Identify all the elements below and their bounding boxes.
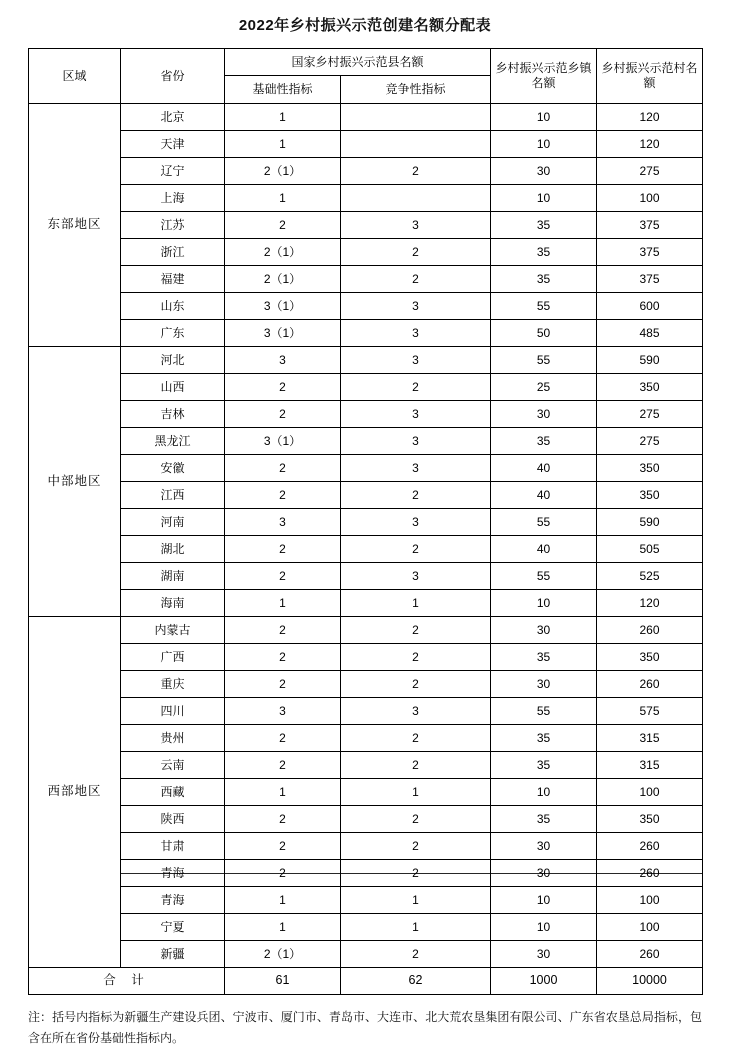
province-cell: 北京 — [121, 104, 225, 131]
village-quota-cell: 100 — [597, 914, 703, 941]
province-cell: 河北 — [121, 347, 225, 374]
competitive-index-cell: 2 — [341, 239, 491, 266]
region-cell-central: 中部地区 — [29, 347, 121, 617]
total-town-quota: 1000 — [491, 968, 597, 995]
table-row-struck — [29, 860, 703, 887]
competitive-index-cell: 3 — [341, 320, 491, 347]
town-quota-cell: 35 — [491, 752, 597, 779]
table-row — [29, 482, 703, 509]
table-row — [29, 239, 703, 266]
base-index-cell: 2 — [225, 482, 341, 509]
table-row — [29, 806, 703, 833]
base-index-cell: 2（1） — [225, 266, 341, 293]
province-cell: 西藏 — [121, 779, 225, 806]
village-quota-cell: 120 — [597, 590, 703, 617]
province-cell: 青海 — [121, 887, 225, 914]
town-quota-cell: 35 — [491, 725, 597, 752]
province-cell: 江苏 — [121, 212, 225, 239]
village-quota-cell: 120 — [597, 131, 703, 158]
base-index-cell: 3（1） — [225, 320, 341, 347]
town-quota-cell: 10 — [491, 590, 597, 617]
province-cell: 江西 — [121, 482, 225, 509]
town-quota-cell: 30 — [491, 833, 597, 860]
town-quota-cell: 30 — [491, 941, 597, 968]
base-index-cell: 3（1） — [225, 293, 341, 320]
town-quota-cell: 35 — [491, 266, 597, 293]
table-row — [29, 536, 703, 563]
table-header — [29, 49, 703, 104]
col-header-province: 省份 — [121, 49, 225, 104]
competitive-index-cell: 3 — [341, 698, 491, 725]
table-row — [29, 158, 703, 185]
base-index-cell: 2 — [225, 752, 341, 779]
province-cell: 河南 — [121, 509, 225, 536]
competitive-index-cell: 3 — [341, 401, 491, 428]
competitive-index-cell: 2 — [341, 536, 491, 563]
town-quota-cell: 10 — [491, 104, 597, 131]
village-quota-cell: 100 — [597, 887, 703, 914]
town-quota-cell: 10 — [491, 185, 597, 212]
town-quota-cell: 55 — [491, 563, 597, 590]
province-cell: 云南 — [121, 752, 225, 779]
village-quota-cell: 350 — [597, 482, 703, 509]
competitive-index-cell: 3 — [341, 212, 491, 239]
town-quota-cell: 30 — [491, 401, 597, 428]
base-index-cell: 2 — [225, 563, 341, 590]
province-cell: 天津 — [121, 131, 225, 158]
table-row — [29, 320, 703, 347]
base-index-cell: 1 — [225, 779, 341, 806]
province-cell: 贵州 — [121, 725, 225, 752]
province-cell: 上海 — [121, 185, 225, 212]
province-cell: 湖北 — [121, 536, 225, 563]
town-quota-cell: 35 — [491, 806, 597, 833]
competitive-index-cell: 2 — [341, 671, 491, 698]
col-header-village: 乡村振兴示范村名额 — [597, 49, 703, 104]
table-row — [29, 617, 703, 644]
col-header-county-group: 国家乡村振兴示范县名额 — [225, 49, 491, 76]
competitive-index-cell: 2 — [341, 833, 491, 860]
total-row — [29, 968, 703, 995]
province-cell: 海南 — [121, 590, 225, 617]
province-cell: 新疆 — [121, 941, 225, 968]
base-index-cell: 1 — [225, 590, 341, 617]
competitive-index-cell: 1 — [341, 779, 491, 806]
base-index-cell: 2 — [225, 860, 341, 887]
table-row — [29, 428, 703, 455]
table-row — [29, 779, 703, 806]
town-quota-cell: 30 — [491, 617, 597, 644]
province-cell: 青海 — [121, 860, 225, 887]
province-cell: 宁夏 — [121, 914, 225, 941]
province-cell: 甘肃 — [121, 833, 225, 860]
base-index-cell: 3 — [225, 698, 341, 725]
total-base-index: 61 — [225, 968, 341, 995]
table-row — [29, 104, 703, 131]
province-cell: 山西 — [121, 374, 225, 401]
base-index-cell: 3 — [225, 509, 341, 536]
village-quota-cell: 505 — [597, 536, 703, 563]
base-index-cell: 2 — [225, 644, 341, 671]
village-quota-cell: 600 — [597, 293, 703, 320]
village-quota-cell: 260 — [597, 833, 703, 860]
table-row — [29, 374, 703, 401]
table-note: 注：括号内指标为新疆生产建设兵团、宁波市、厦门市、青岛市、大连市、北大荒农垦集团有限公司、广东省农垦总局指标，包含在所在省份基础性指标内。 — [28, 1010, 702, 1045]
total-label: 合 计 — [29, 968, 225, 995]
competitive-index-cell: 3 — [341, 293, 491, 320]
competitive-index-cell: 3 — [341, 428, 491, 455]
base-index-cell: 1 — [225, 104, 341, 131]
village-quota-cell: 350 — [597, 455, 703, 482]
town-quota-cell: 40 — [491, 482, 597, 509]
competitive-index-cell: 2 — [341, 725, 491, 752]
competitive-index-cell: 2 — [341, 752, 491, 779]
town-quota-cell: 10 — [491, 914, 597, 941]
town-quota-cell: 30 — [491, 860, 597, 887]
village-quota-cell: 525 — [597, 563, 703, 590]
base-index-cell: 2 — [225, 212, 341, 239]
village-quota-cell: 350 — [597, 374, 703, 401]
village-quota-cell: 100 — [597, 779, 703, 806]
col-header-base-index: 基础性指标 — [225, 76, 341, 104]
page-title: 2022年乡村振兴示范创建名额分配表 — [238, 17, 492, 34]
table-row — [29, 914, 703, 941]
competitive-index-cell: 2 — [341, 617, 491, 644]
town-quota-cell: 35 — [491, 428, 597, 455]
province-cell: 重庆 — [121, 671, 225, 698]
base-index-cell: 2 — [225, 617, 341, 644]
competitive-index-cell: 2 — [341, 644, 491, 671]
town-quota-cell: 50 — [491, 320, 597, 347]
village-quota-cell: 375 — [597, 239, 703, 266]
province-cell: 吉林 — [121, 401, 225, 428]
village-quota-cell: 260 — [597, 671, 703, 698]
base-index-cell: 2（1） — [225, 239, 341, 266]
province-cell: 湖南 — [121, 563, 225, 590]
table-row — [29, 347, 703, 374]
town-quota-cell: 40 — [491, 455, 597, 482]
village-quota-cell: 350 — [597, 644, 703, 671]
competitive-index-cell: 2 — [341, 266, 491, 293]
province-cell: 广东 — [121, 320, 225, 347]
table-row — [29, 941, 703, 968]
competitive-index-cell: 2 — [341, 860, 491, 887]
competitive-index-cell: 3 — [341, 563, 491, 590]
town-quota-cell: 10 — [491, 779, 597, 806]
competitive-index-cell: 2 — [341, 806, 491, 833]
town-quota-cell: 30 — [491, 158, 597, 185]
base-index-cell: 2 — [225, 536, 341, 563]
province-cell: 浙江 — [121, 239, 225, 266]
header-row-top — [29, 49, 703, 76]
base-index-cell: 2 — [225, 455, 341, 482]
base-index-cell: 2 — [225, 671, 341, 698]
village-quota-cell: 120 — [597, 104, 703, 131]
competitive-index-cell: 2 — [341, 482, 491, 509]
table-row — [29, 131, 703, 158]
col-header-region: 区域 — [29, 49, 121, 104]
village-quota-cell: 275 — [597, 158, 703, 185]
base-index-cell: 2（1） — [225, 941, 341, 968]
table-row — [29, 833, 703, 860]
province-cell: 山东 — [121, 293, 225, 320]
base-index-cell: 2 — [225, 833, 341, 860]
competitive-index-cell: 2 — [341, 374, 491, 401]
province-cell: 辽宁 — [121, 158, 225, 185]
village-quota-cell: 575 — [597, 698, 703, 725]
village-quota-cell: 100 — [597, 185, 703, 212]
table-row — [29, 563, 703, 590]
table-row — [29, 185, 703, 212]
village-quota-cell: 375 — [597, 266, 703, 293]
village-quota-cell: 260 — [597, 860, 703, 887]
competitive-index-cell — [341, 185, 491, 212]
village-quota-cell: 350 — [597, 806, 703, 833]
base-index-cell: 2 — [225, 374, 341, 401]
village-quota-cell: 275 — [597, 401, 703, 428]
competitive-index-cell: 1 — [341, 914, 491, 941]
base-index-cell: 2 — [225, 806, 341, 833]
town-quota-cell: 55 — [491, 698, 597, 725]
table-row — [29, 590, 703, 617]
village-quota-cell: 590 — [597, 347, 703, 374]
base-index-cell: 2 — [225, 725, 341, 752]
town-quota-cell: 35 — [491, 239, 597, 266]
village-quota-cell: 315 — [597, 752, 703, 779]
competitive-index-cell: 3 — [341, 509, 491, 536]
town-quota-cell: 55 — [491, 509, 597, 536]
province-cell: 广西 — [121, 644, 225, 671]
base-index-cell: 1 — [225, 914, 341, 941]
town-quota-cell: 10 — [491, 131, 597, 158]
town-quota-cell: 40 — [491, 536, 597, 563]
table-row — [29, 293, 703, 320]
village-quota-cell: 260 — [597, 941, 703, 968]
table-row — [29, 725, 703, 752]
province-cell: 福建 — [121, 266, 225, 293]
town-quota-cell: 25 — [491, 374, 597, 401]
village-quota-cell: 315 — [597, 725, 703, 752]
competitive-index-cell: 3 — [341, 455, 491, 482]
province-cell: 安徽 — [121, 455, 225, 482]
table-row — [29, 698, 703, 725]
table-row — [29, 455, 703, 482]
competitive-index-cell: 2 — [341, 941, 491, 968]
col-header-competitive-index: 竞争性指标 — [341, 76, 491, 104]
table-row — [29, 644, 703, 671]
town-quota-cell: 35 — [491, 644, 597, 671]
total-competitive-index: 62 — [341, 968, 491, 995]
table-body — [29, 104, 703, 995]
town-quota-cell: 35 — [491, 212, 597, 239]
province-cell: 四川 — [121, 698, 225, 725]
village-quota-cell: 590 — [597, 509, 703, 536]
table-row — [29, 212, 703, 239]
province-cell: 黑龙江 — [121, 428, 225, 455]
town-quota-cell: 55 — [491, 293, 597, 320]
village-quota-cell: 260 — [597, 617, 703, 644]
base-index-cell: 1 — [225, 887, 341, 914]
base-index-cell: 2（1） — [225, 158, 341, 185]
table-row — [29, 401, 703, 428]
table-row — [29, 887, 703, 914]
province-cell: 内蒙古 — [121, 617, 225, 644]
competitive-index-cell: 1 — [341, 887, 491, 914]
region-cell-east: 东部地区 — [29, 104, 121, 347]
base-index-cell: 1 — [225, 131, 341, 158]
table-row — [29, 509, 703, 536]
competitive-index-cell: 2 — [341, 158, 491, 185]
town-quota-cell: 55 — [491, 347, 597, 374]
base-index-cell: 3 — [225, 347, 341, 374]
village-quota-cell: 275 — [597, 428, 703, 455]
competitive-index-cell — [341, 104, 491, 131]
province-cell: 陕西 — [121, 806, 225, 833]
village-quota-cell: 375 — [597, 212, 703, 239]
competitive-index-cell: 1 — [341, 590, 491, 617]
base-index-cell: 3（1） — [225, 428, 341, 455]
col-header-town: 乡村振兴示范乡镇名额 — [491, 49, 597, 104]
town-quota-cell: 30 — [491, 671, 597, 698]
competitive-index-cell: 3 — [341, 347, 491, 374]
table-row — [29, 266, 703, 293]
region-cell-west: 西部地区 — [29, 617, 121, 968]
competitive-index-cell — [341, 131, 491, 158]
village-quota-cell: 485 — [597, 320, 703, 347]
base-index-cell: 1 — [225, 185, 341, 212]
total-village-quota: 10000 — [597, 968, 703, 995]
town-quota-cell: 10 — [491, 887, 597, 914]
allocation-table — [28, 48, 703, 995]
base-index-cell: 2 — [225, 401, 341, 428]
table-row — [29, 752, 703, 779]
table-row — [29, 671, 703, 698]
